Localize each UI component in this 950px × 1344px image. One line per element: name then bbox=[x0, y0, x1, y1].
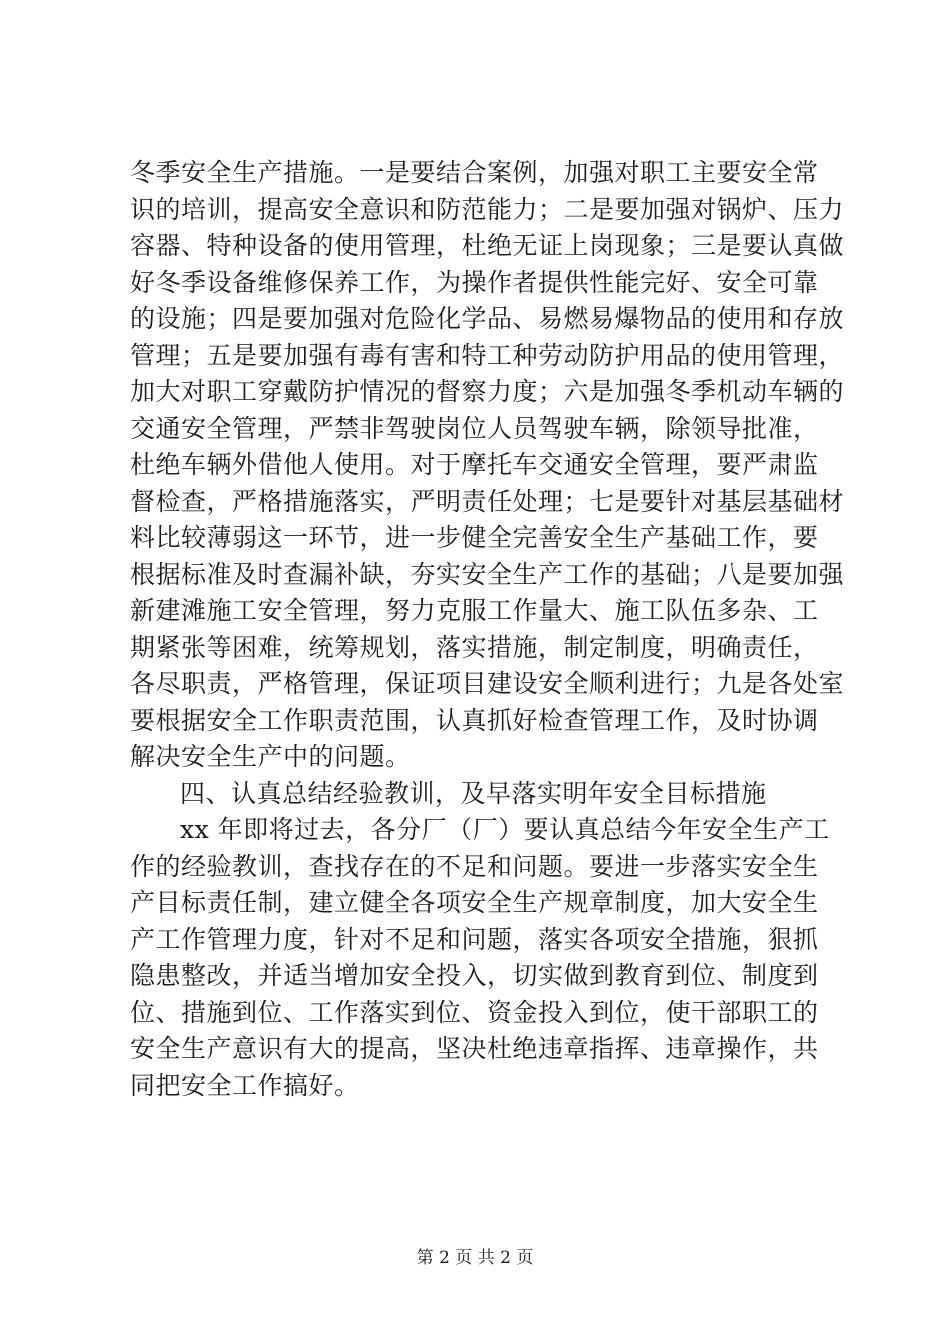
body-line: 新建滩施工安全管理，努力克服工作量大、施工队伍多杂、工 bbox=[130, 596, 819, 625]
body-line: 好冬季设备维修保养工作，为操作者提供性能完好、安全可靠 bbox=[130, 267, 819, 297]
body-line: 解决安全生产中的问题。 bbox=[130, 742, 411, 771]
section-heading: 四、认真总结经验教训，及早落实明年安全目标措施 bbox=[180, 778, 767, 808]
body-line: 识的培训，提高安全意识和防范能力；二是要加强对锅炉、压力 bbox=[130, 194, 845, 224]
body-line: 根据标准及时查漏补缺，夯实安全生产工作的基础；八是要加强 bbox=[130, 559, 845, 589]
body-line: 安全生产意识有大的提高，坚决杜绝违章指挥、违章操作，共 bbox=[130, 1034, 819, 1063]
body-line: 作的经验教训，查找存在的不足和问题。要进一步落实安全生 bbox=[130, 851, 819, 881]
body-line: 的设施；四是要加强对危险化学品、易燃易爆物品的使用和存放 bbox=[130, 304, 845, 333]
body-line: 交通安全管理，严禁非驾驶岗位人员驾驶车辆，除领导批准， bbox=[130, 413, 819, 443]
body-line: 加大对职工穿戴防护情况的督察力度；六是加强冬季机动车辆的 bbox=[130, 377, 845, 406]
body-line: 位、措施到位、工作落实到位、资金投入到位，使干部职工的 bbox=[130, 997, 819, 1027]
body-line: xx 年即将过去，各分厂（厂）要认真总结今年安全生产工 bbox=[180, 815, 830, 844]
document-body bbox=[130, 155, 845, 1104]
body-line: 杜绝车辆外借他人使用。对于摩托车交通安全管理，要严肃监 bbox=[130, 450, 819, 479]
body-line: 期紧张等困难，统筹规划，落实措施，制定制度，明确责任， bbox=[130, 632, 819, 662]
body-line: 产目标责任制，建立健全各项安全生产规章制度，加大安全生 bbox=[130, 888, 819, 917]
body-line: 容器、特种设备的使用管理，杜绝无证上岗现象；三是要认真做 bbox=[130, 231, 845, 260]
page-number-footer: 第 2 页 共 2 页 bbox=[416, 1248, 534, 1268]
body-line: 料比较薄弱这一环节，进一步健全完善安全生产基础工作，要 bbox=[130, 523, 819, 552]
body-line: 冬季安全生产措施。一是要结合案例，加强对职工主要安全常 bbox=[130, 158, 819, 187]
body-line: 产工作管理力度，针对不足和问题，落实各项安全措施，狠抓 bbox=[130, 924, 819, 954]
body-line: 管理；五是要加强有毒有害和特工种劳动防护用品的使用管理， bbox=[130, 340, 845, 370]
body-line: 同把安全工作搞好。 bbox=[130, 1070, 360, 1100]
body-line: 各尽职责，严格管理，保证项目建设安全顺利进行；九是各处室 bbox=[130, 669, 845, 698]
body-line: 要根据安全工作职责范围，认真抓好检查管理工作，及时协调 bbox=[130, 705, 819, 735]
body-line: 督检查，严格措施落实，严明责任处理；七是要针对基层基础材 bbox=[130, 486, 845, 516]
body-line: 隐患整改，并适当增加安全投入，切实做到教育到位、制度到 bbox=[130, 961, 819, 990]
